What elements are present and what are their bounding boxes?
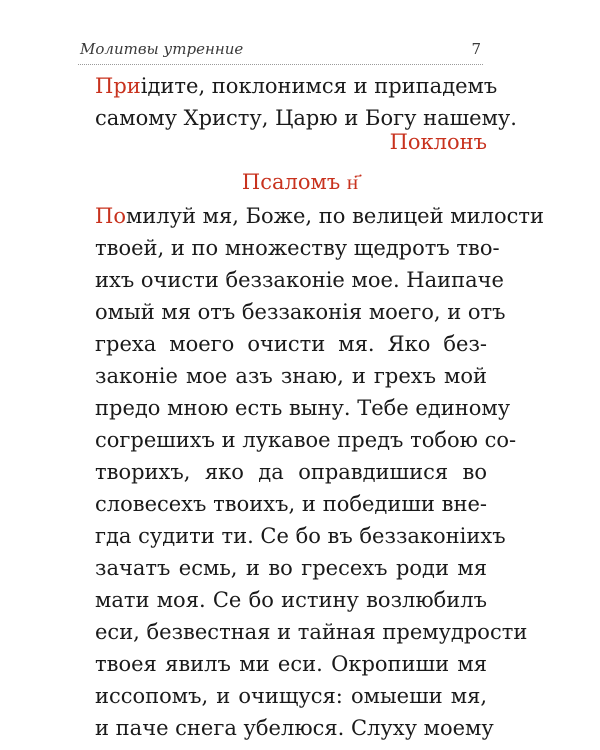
- psalm-line: твоей, и по множеству щедротъ тво-: [95, 236, 500, 260]
- psalm-line-text: милуй мя, Боже, по велицей милости: [125, 204, 544, 228]
- psalm-text: [95, 200, 544, 744]
- psalm-line: [95, 200, 544, 232]
- page-number: 7: [471, 40, 481, 58]
- psalm-line: словесехъ твоихъ, и победиши вне-: [95, 492, 487, 516]
- psalm-line: зачатъ есмь, и во гресехъ роди мя: [95, 556, 487, 580]
- psalm-line: согрешихъ и лукавое предъ тобою со-: [95, 428, 517, 452]
- psalm-line: греха моего очисти мя. Яко без-: [95, 332, 487, 356]
- psalm-line: омый мя отъ беззаконія моего, и отъ: [95, 300, 506, 324]
- rubric-bow: Поклонъ: [389, 130, 487, 154]
- intro-paragraph: [95, 70, 517, 134]
- psalm-line: еси, безвестная и тайная премудрости: [95, 620, 528, 644]
- psalm-line: иссопомъ, и очищуся: омыеши мя,: [95, 684, 487, 708]
- intro-initial: При: [95, 74, 141, 98]
- psalm-line: мати моя. Се бо истину возлюбилъ: [95, 588, 487, 612]
- intro-line: [95, 70, 498, 102]
- psalm-line: гда судити ти. Се бо въ беззаконіихъ: [95, 524, 506, 548]
- psalm-heading: Псаломъ н҃: [241, 170, 359, 194]
- running-header: [78, 38, 483, 65]
- psalm-line: предо мною есть выну. Тебе единому: [95, 396, 511, 420]
- psalm-line: законіе мое азъ знаю, и грехъ мой: [95, 364, 487, 388]
- psalm-line: творихъ, яко да оправдишися во: [95, 460, 487, 484]
- psalm-line: и паче снега убелюся. Слуху моему: [95, 716, 494, 740]
- psalm-line: ихъ очисти беззаконіе мое. Наипаче: [95, 268, 504, 292]
- psalm-line: твоея явилъ ми еси. Окропиши мя: [95, 652, 487, 676]
- running-title: Молитвы утренние: [80, 40, 244, 58]
- intro-line: самому Христу, Царю и Богу нашему.: [95, 106, 517, 130]
- psalm-initial: По: [95, 204, 126, 228]
- intro-line-text: ідите, поклонимся и припадемъ: [140, 74, 498, 98]
